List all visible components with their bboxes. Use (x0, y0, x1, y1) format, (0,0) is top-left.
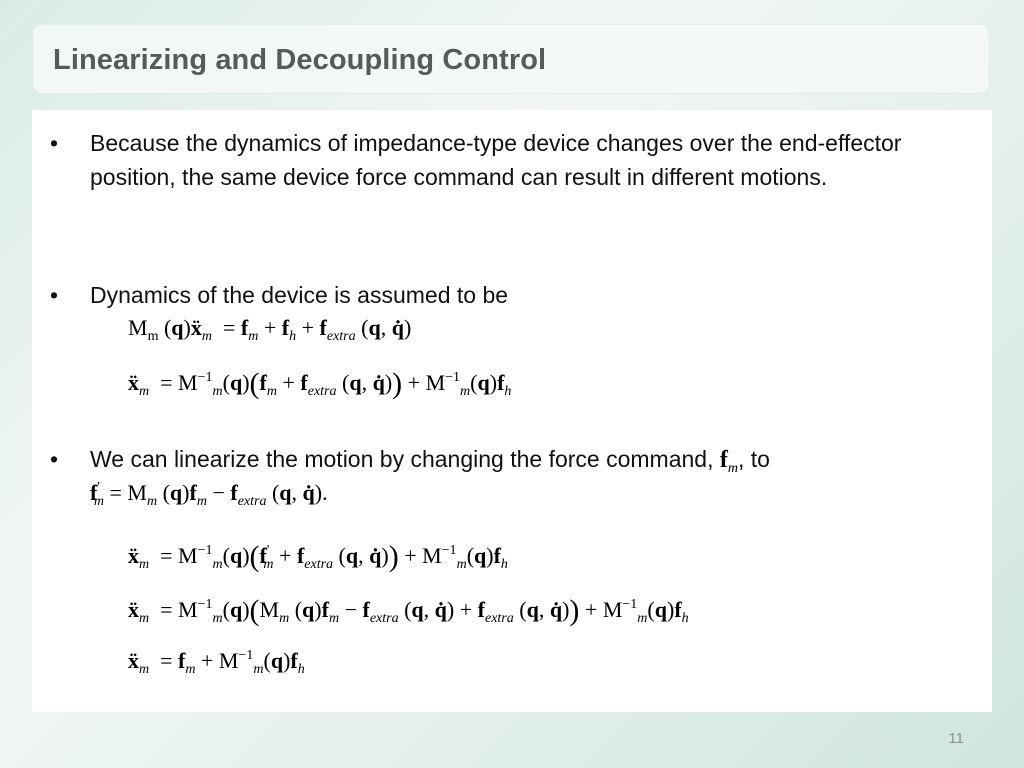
equation-acceleration: ẍ$_m$ = $M^{-1}_m(q)(f_m + f_{extra}$ (q, q̇)) + $M^{-1}_m(q)f_h$ (128, 367, 512, 400)
bullet-text-1: Because the dynamics of impedance-type device changes over the end-effector position, the same device force command can result in different motions. (90, 130, 902, 190)
equation-substituted: ẍ$_m$ = $M^{-1}_m(q)(f'_m + f_{extra}$ (q, q̇)) + $M^{-1}_m(q)f_h$ (128, 540, 508, 573)
bullet-marker: • (50, 446, 59, 472)
bullet-marker: • (50, 282, 59, 308)
bullet-marker: • (50, 130, 59, 156)
equation-force-command: $f'_m = M_m$ $(q)f_m - f_{extra}$ (q, q̇). (90, 480, 328, 509)
content-area (32, 110, 992, 712)
slide-number: 11 (948, 730, 964, 747)
bullet-text-3-tail: , to (738, 446, 770, 472)
title-bar (32, 24, 990, 94)
slide-title: Linearizing and Decoupling Control (53, 44, 547, 76)
equation-expanded: ẍ$_m$ = $M^{-1}_m(q)(M_m$ $(q)f_m - f_{extra}$ (q, q̇) + $f_{extra}$ (q, q̇)) + $M^{-1}_m(q)f_h$ (128, 594, 689, 627)
bullet-text-2: Dynamics of the device is assumed to be (90, 282, 509, 308)
inline-fm: $f_m$ (719, 447, 738, 476)
equation-linearized: ẍ$_m$ = $f_m + M^{-1}_m(q)f_h$ (128, 648, 305, 677)
bullet-text-3-main: We can linearize the motion by changing the force command, (90, 446, 714, 472)
equation-dynamics: $M_m$ (q)ẍ$_m$ = $f_m + f_h + f_{extra}$ (q, q̇) (128, 315, 412, 344)
